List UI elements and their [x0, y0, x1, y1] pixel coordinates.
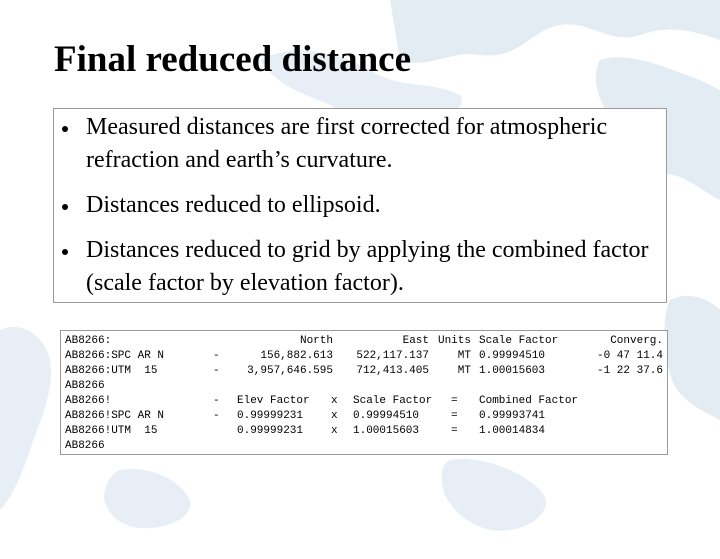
scale-factor-value: 0.99994510	[353, 410, 420, 422]
table-row	[61, 424, 667, 439]
bullet-list	[53, 108, 667, 303]
elev-factor-value: 0.99999231	[237, 425, 304, 437]
east-header: East	[402, 335, 429, 347]
row-label: AB8266	[65, 440, 105, 452]
row-label: AB8266:	[65, 335, 112, 347]
slide-title: Final reduced distance	[54, 39, 411, 80]
row-label: AB8266!SPC AR N	[65, 410, 165, 422]
table-row	[61, 349, 667, 364]
equals-sign: =	[451, 425, 458, 437]
scale-factor-header: Scale Factor	[353, 395, 433, 407]
north-value: 3,957,646.595	[247, 365, 333, 377]
elev-factor-value: 0.99999231	[237, 410, 304, 422]
bullet-dot-icon	[62, 249, 68, 255]
table-row	[61, 409, 667, 424]
bullet-text: Measured distances are first corrected for atmospheric refraction and earth’s curvature.	[86, 114, 608, 173]
table-row	[61, 379, 667, 394]
separator: -	[213, 410, 220, 422]
table-row	[61, 439, 667, 454]
north-value: 156,882.613	[260, 350, 333, 362]
east-value: 712,413.405	[356, 365, 429, 377]
row-label: AB8266!	[65, 395, 112, 407]
convergence-value: -0 47 11.4	[596, 350, 663, 362]
combined-factor-value: 1.00014834	[479, 425, 546, 437]
units-value: MT	[457, 365, 471, 377]
bullet-text: Distances reduced to grid by applying the combined factor (scale factor by elevation factor).	[86, 237, 649, 296]
units-header: Units	[437, 335, 471, 347]
row-label: AB8266:SPC AR N	[65, 350, 165, 362]
row-label: AB8266	[65, 380, 105, 392]
bullet-dot-icon	[62, 126, 68, 132]
bullet-text: Distances reduced to ellipsoid.	[86, 192, 381, 218]
row-label: AB8266:UTM 15	[65, 365, 158, 377]
elev-factor-header: Elev Factor	[237, 395, 310, 407]
multiply-sign: x	[331, 410, 338, 422]
bullet-item	[60, 111, 660, 177]
equals-sign: =	[451, 395, 458, 407]
bullet-item	[60, 189, 660, 222]
multiply-sign: x	[331, 425, 338, 437]
combined-factor-value: 0.99993741	[479, 410, 546, 422]
table-row	[61, 394, 667, 409]
table-row	[61, 334, 667, 349]
scale-factor-value: 0.99994510	[479, 350, 546, 362]
north-header: North	[299, 335, 333, 347]
convergence-value: -1 22 37.6	[596, 365, 663, 377]
scale-factor-value: 1.00015603	[353, 425, 420, 437]
bullet-item	[60, 234, 660, 300]
combined-factor-header: Combined Factor	[479, 395, 579, 407]
multiply-sign: x	[331, 395, 338, 407]
east-value: 522,117.137	[356, 350, 429, 362]
table-row	[61, 364, 667, 379]
separator: -	[213, 395, 220, 407]
units-value: MT	[457, 350, 471, 362]
scale-factor-header: Scale Factor	[479, 335, 559, 347]
equals-sign: =	[451, 410, 458, 422]
row-label: AB8266!UTM 15	[65, 425, 158, 437]
convergence-header: Converg.	[610, 335, 663, 347]
scale-factor-value: 1.00015603	[479, 365, 546, 377]
separator: -	[213, 365, 220, 377]
separator: -	[213, 350, 220, 362]
bullet-dot-icon	[62, 204, 68, 210]
factor-table	[60, 330, 668, 455]
